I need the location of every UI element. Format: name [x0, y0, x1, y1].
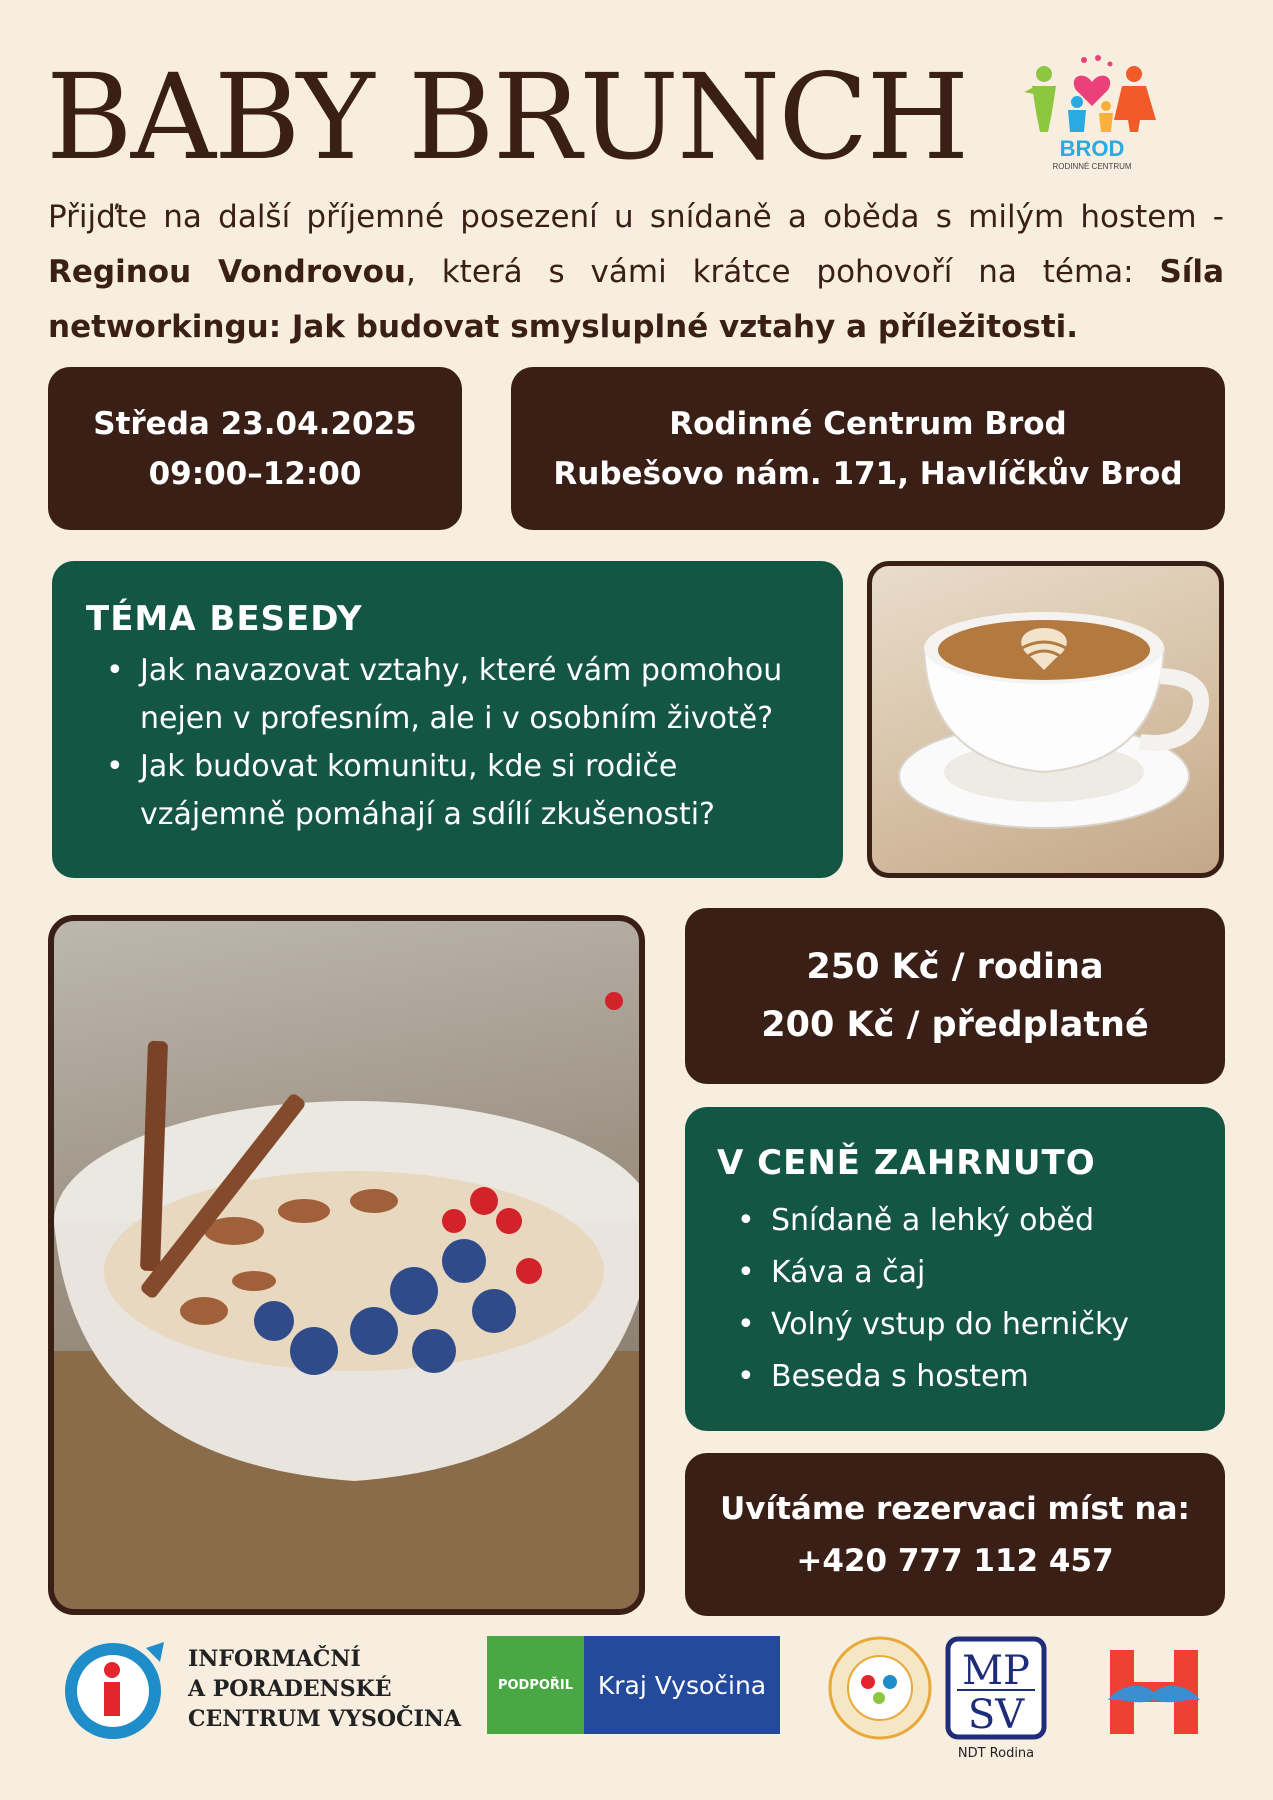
topic-item-text: Jak budovat komunitu, kde si rodiče vzájemně pomáhají a sdílí zkušenosti? [140, 749, 715, 832]
mpsv-letters-top: MP [962, 1648, 1030, 1694]
porridge-photo [48, 915, 645, 1615]
list-item [106, 647, 809, 743]
event-time: 09:00–12:00 [148, 455, 362, 492]
bullet: • [737, 1307, 755, 1342]
reservation-box [685, 1453, 1225, 1616]
intro-paragraph [48, 190, 1224, 355]
bullet: • [737, 1359, 755, 1394]
reservation-label: Uvítáme rezervaci míst na: [720, 1490, 1190, 1527]
intro-text-1: Přijďte na další příjemné posezení u snídaně a oběda s milým hostem - [48, 199, 1224, 235]
brod-logo-subtitle: RODINNÉ CENTRUM [1052, 162, 1132, 171]
event-address: Rubešovo nám. 171, Havlíčkův Brod [553, 455, 1183, 492]
info-icon [60, 1636, 170, 1746]
ipcv-line: INFORMAČNÍ [188, 1646, 361, 1672]
price-subscription: 200 Kč / předplatné [761, 1005, 1149, 1045]
reservation-phone[interactable]: +420 777 112 457 [796, 1542, 1114, 1579]
included-item-text: Snídaně a lehký oběd [771, 1203, 1095, 1238]
mpsv-logo [945, 1636, 1047, 1766]
included-item-text: Káva a čaj [771, 1255, 926, 1290]
bullet: • [106, 749, 124, 784]
kraj-support-label: PODPOŘIL [487, 1636, 584, 1734]
kraj-name: Kraj Vysočina [584, 1636, 780, 1734]
intro-text-2: , která s vámi krátce pohovoří na téma: [405, 254, 1160, 290]
price-box [685, 908, 1225, 1084]
topic-box [52, 561, 843, 878]
family-friendly-municipality-logo [828, 1636, 933, 1741]
family-figures-icon [1024, 55, 1156, 132]
ipcv-logo [60, 1636, 460, 1746]
event-date: Středa 23.04.2025 [93, 405, 417, 442]
list-item [737, 1299, 1193, 1351]
list-item [737, 1195, 1193, 1247]
brod-logo [1022, 52, 1162, 172]
included-heading: V CENĚ ZAHRNUTO [717, 1143, 1096, 1183]
bullet: • [106, 653, 124, 688]
havlickuv-brod-logo [1104, 1646, 1204, 1738]
talk-topic: Síla networkingu: Jak budovat smysluplné vztahy a příležitosti. [48, 254, 1224, 345]
topic-list [86, 647, 809, 839]
bullet: • [737, 1203, 755, 1238]
coffee-photo [867, 561, 1224, 878]
ipcv-line: CENTRUM VYSOČINA [188, 1706, 462, 1732]
page-title: BABY BRUNCH [46, 48, 968, 186]
ipcv-line: A PORADENSKÉ [188, 1676, 392, 1702]
mpsv-caption: NDT Rodina [957, 1746, 1035, 1761]
included-list [717, 1195, 1193, 1403]
included-item-text: Volný vstup do herničky [771, 1307, 1130, 1342]
ipcv-logo-text [188, 1644, 461, 1734]
topic-heading: TÉMA BESEDY [86, 599, 363, 639]
list-item [737, 1247, 1193, 1299]
bullet: • [737, 1255, 755, 1290]
list-item [106, 743, 809, 839]
date-time-box [48, 367, 462, 530]
included-item-text: Beseda s hostem [771, 1359, 1029, 1394]
mpsv-letters-bottom: SV [967, 1692, 1025, 1738]
event-venue: Rodinné Centrum Brod [669, 405, 1067, 442]
guest-name: Reginou Vondrovou [48, 254, 406, 290]
price-family: 250 Kč / rodina [806, 947, 1104, 987]
list-item [737, 1351, 1193, 1403]
topic-item-text: Jak navazovat vztahy, které vám pomohou nejen v profesním, ale i v osobním životě? [140, 653, 783, 736]
included-box [685, 1107, 1225, 1431]
brod-logo-name: BROD [1059, 136, 1125, 161]
kraj-vysocina-logo [487, 1636, 780, 1734]
location-box [511, 367, 1225, 530]
